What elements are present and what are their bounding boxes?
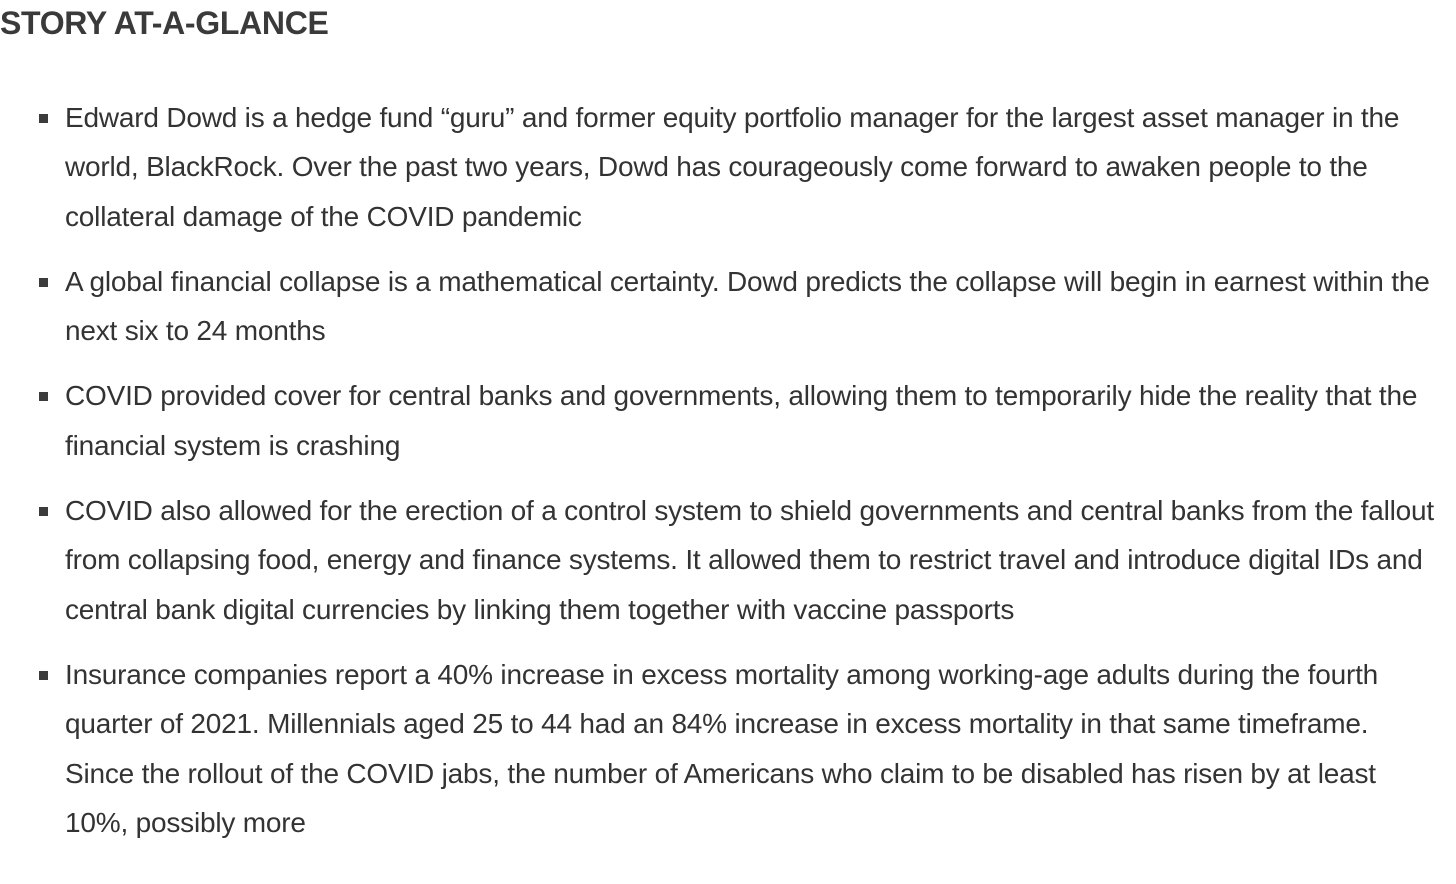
summary-bullet-item bbox=[0, 93, 1440, 241]
summary-bullet-text: COVID also allowed for the erection of a control system to shield governments and central banks from the fallout from collapsing food, energy and finance systems. It allowed them to restrict travel and introduce digital IDs and central bank digital currencies by linking them together with vaccine passports bbox=[65, 495, 1434, 625]
square-bullet-icon bbox=[39, 392, 48, 401]
summary-bullet-item bbox=[0, 371, 1440, 470]
section-heading: STORY AT-A-GLANCE bbox=[0, 5, 329, 41]
summary-bullet-item bbox=[0, 650, 1440, 847]
summary-bullet-list bbox=[0, 93, 1440, 863]
summary-bullet-item bbox=[0, 257, 1440, 356]
summary-bullet-text: Insurance companies report a 40% increase in excess mortality among working-age adults during the fourth quarter of 2021. Millennials aged 25 to 44 had an 84% increase in excess mortality in that same timeframe. Since the rollout of the COVID jabs, the number of Americans who claim to be disabled has risen by at least 10%, possibly more bbox=[65, 658, 1379, 838]
square-bullet-icon bbox=[39, 278, 48, 287]
square-bullet-icon bbox=[39, 671, 48, 680]
square-bullet-icon bbox=[39, 114, 48, 123]
summary-bullet-text: Edward Dowd is a hedge fund “guru” and former equity portfolio manager for the largest asset manager in the world, BlackRock. Over the past two years, Dowd has courageously come forward to awaken people to the collateral damage of the COVID pandemic bbox=[65, 102, 1400, 232]
square-bullet-icon bbox=[39, 507, 48, 516]
summary-bullet-item bbox=[0, 486, 1440, 634]
summary-bullet-text: A global financial collapse is a mathematical certainty. Dowd predicts the collapse will begin in earnest within the next six to 24 months bbox=[65, 265, 1430, 347]
summary-bullet-text: COVID provided cover for central banks and governments, allowing them to temporarily hide the reality that the financial system is crashing bbox=[65, 380, 1418, 461]
